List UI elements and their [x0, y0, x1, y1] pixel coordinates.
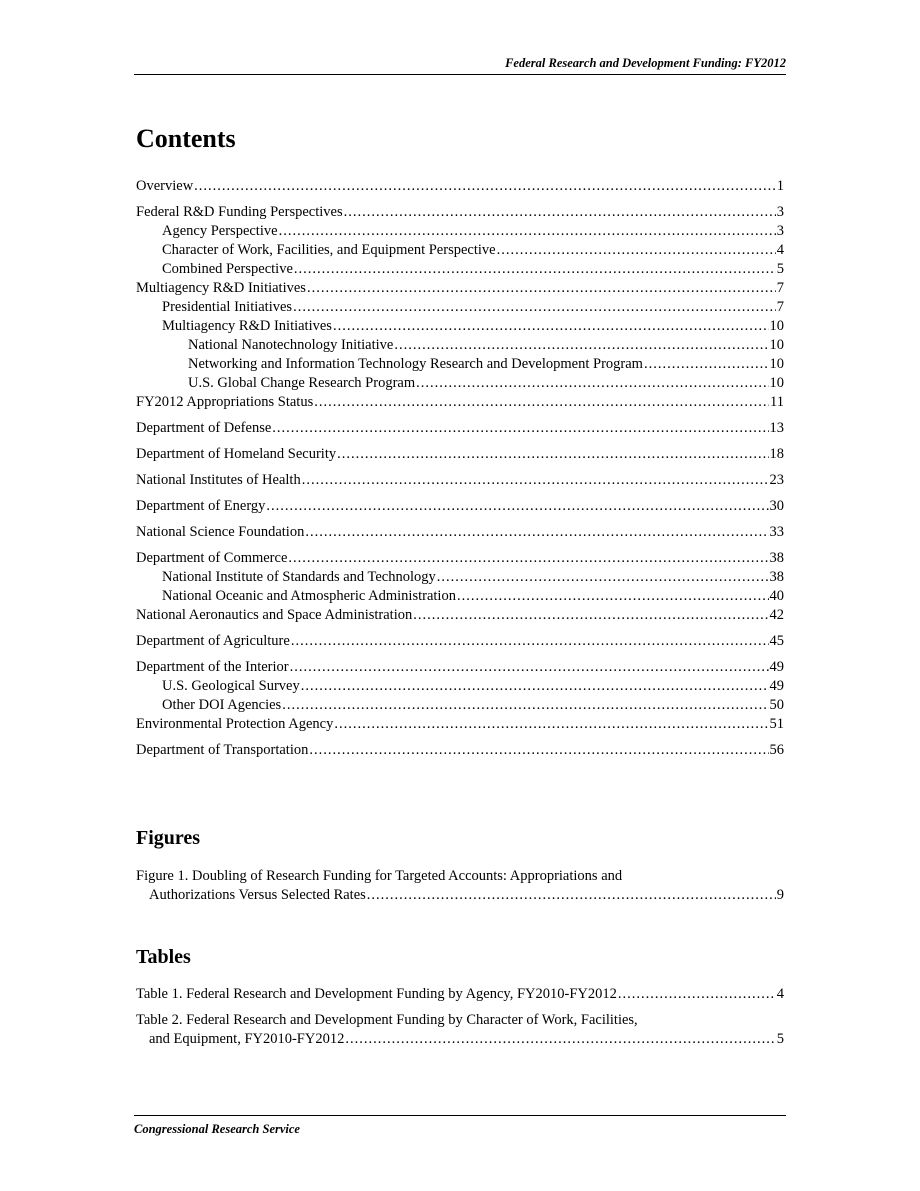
toc-entry[interactable]: Multiagency R&D Initiatives ..... 7: [136, 279, 784, 298]
contents-title: Contents: [136, 124, 236, 153]
toc-entry[interactable]: U.S. Global Change Research Program ..... 10: [136, 374, 784, 393]
toc-entry[interactable]: Department of the Interior ..... 49: [136, 658, 784, 677]
figure-entry-line1: Figure 1. Doubling of Research Funding for Targeted Accounts: Appropriations and: [136, 868, 623, 884]
figures-list: [136, 867, 784, 905]
toc-entry[interactable]: Environmental Protection Agency ..... 51: [136, 715, 784, 734]
toc-entry[interactable]: Federal R&D Funding Perspectives ..... 3: [136, 203, 784, 222]
toc-entry[interactable]: Multiagency R&D Initiatives ..... 10: [136, 317, 784, 336]
running-title: Federal Research and Development Funding: FY2012: [505, 56, 786, 70]
tables-title: Tables: [136, 946, 191, 968]
figure-entry-line2: Authorizations Versus Selected Rates: [149, 887, 366, 903]
figure-entry-page: 9: [776, 887, 784, 903]
table-entry[interactable]: Table 1. Federal Research and Development Funding by Agency, FY2010-FY2012 ..... 4: [136, 985, 784, 1004]
figure-entry[interactable]: [136, 867, 784, 905]
contents-list: [136, 177, 784, 760]
figures-title: Figures: [136, 827, 201, 849]
toc-entry[interactable]: National Science Foundation ..... 33: [136, 523, 784, 542]
toc-entry[interactable]: National Oceanic and Atmospheric Administration ..... 40: [136, 587, 784, 606]
toc-entry[interactable]: Department of Agriculture ..... 45: [136, 632, 784, 651]
table-entry-line1: Table 2. Federal Research and Development Funding by Character of Work, Facilities,: [136, 1012, 638, 1028]
toc-entry[interactable]: National Nanotechnology Initiative ..... 10: [136, 336, 784, 355]
toc-entry[interactable]: Department of Defense ..... 13: [136, 419, 784, 438]
toc-entry[interactable]: Combined Perspective ..... 5: [136, 260, 784, 279]
footer-publisher: Congressional Research Service: [134, 1122, 300, 1136]
table-entry-page: 5: [776, 1031, 784, 1047]
toc-entry[interactable]: FY2012 Appropriations Status ..... 11: [136, 393, 784, 412]
table-entry-line2: and Equipment, FY2010-FY2012: [149, 1031, 345, 1047]
toc-entry[interactable]: Other DOI Agencies ..... 50: [136, 696, 784, 715]
toc-entry[interactable]: Networking and Information Technology Research and Development Program ..... 10: [136, 355, 784, 374]
toc-entry[interactable]: U.S. Geological Survey ..... 49: [136, 677, 784, 696]
toc-entry[interactable]: Presidential Initiatives ..... 7: [136, 298, 784, 317]
toc-entry[interactable]: National Institute of Standards and Technology ..... 38: [136, 568, 784, 587]
toc-entry[interactable]: National Aeronautics and Space Administration ..... 42: [136, 606, 784, 625]
running-header: [134, 56, 786, 75]
toc-entry[interactable]: National Institutes of Health ..... 23: [136, 471, 784, 490]
page-footer: [134, 1115, 786, 1137]
toc-entry[interactable]: Department of Transportation ..... 56: [136, 741, 784, 760]
toc-entry[interactable]: Department of Commerce ..... 38: [136, 549, 784, 568]
toc-entry[interactable]: Overview ..... 1: [136, 177, 784, 196]
tables-list: [136, 985, 784, 1049]
table-entry[interactable]: [136, 1011, 784, 1049]
toc-entry[interactable]: Department of Energy ..... 30: [136, 497, 784, 516]
toc-entry[interactable]: Department of Homeland Security ..... 18: [136, 445, 784, 464]
toc-entry[interactable]: Character of Work, Facilities, and Equipment Perspective ..... 4: [136, 241, 784, 260]
toc-entry[interactable]: Agency Perspective ..... 3: [136, 222, 784, 241]
